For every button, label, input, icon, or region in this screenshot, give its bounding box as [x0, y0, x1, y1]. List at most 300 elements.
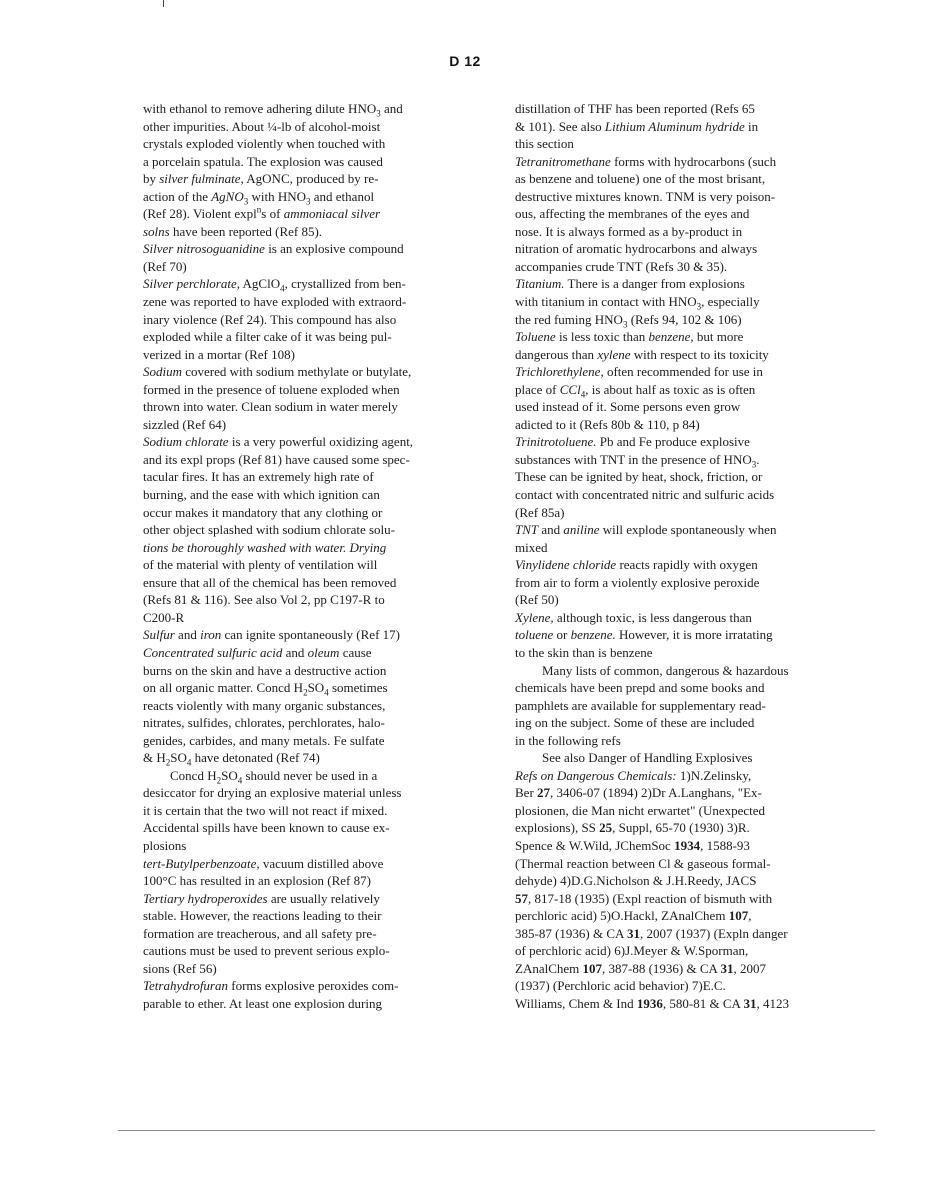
text-segment: These can be ignited by heat, shock, friction, or — [515, 469, 763, 485]
text-line — [143, 907, 483, 925]
text-segment: 3 — [751, 459, 757, 470]
text-segment: Tetranitromethane — [515, 153, 611, 169]
text-segment: forms explosive peroxides com- — [228, 978, 399, 994]
text-segment: nitrates, sulfides, chlorates, perchlorates, halo- — [143, 715, 385, 731]
text-line — [515, 574, 865, 592]
text-segment: is an explosive compound — [264, 241, 404, 257]
text-line — [515, 942, 865, 960]
text-segment: a porcelain spatula. The explosion was caused — [143, 153, 383, 169]
text-segment: xylene — [597, 346, 631, 362]
text-segment: 2 — [303, 687, 308, 698]
text-segment: , especially — [701, 294, 760, 310]
text-segment: 100°C has resulted in an explosion (Ref 87) — [143, 873, 371, 889]
margin-tick-mark — [163, 0, 164, 7]
text-line — [515, 556, 865, 574]
text-line — [143, 960, 483, 978]
text-line — [143, 977, 483, 995]
text-line — [515, 749, 865, 767]
text-segment: 2 — [165, 757, 171, 768]
text-line — [515, 118, 865, 136]
text-line — [515, 381, 865, 399]
text-segment: Spence & W.Wild, JChemSoc — [515, 837, 675, 853]
text-segment: 4 — [324, 687, 329, 698]
text-line — [515, 697, 865, 715]
text-segment: , 817-18 (1935) (Expl reaction of bismuth with — [528, 890, 773, 906]
text-segment: ammoniacal silver — [283, 206, 381, 222]
text-segment: adicted to it (Refs 80b & 110, p 84) — [515, 416, 700, 432]
text-segment: can ignite spontaneously (Ref 17) — [221, 627, 400, 643]
text-segment: SO — [307, 680, 325, 696]
text-line — [515, 398, 865, 416]
text-segment: cause — [339, 644, 372, 660]
text-segment: 27 — [537, 785, 551, 801]
text-line — [515, 153, 865, 171]
text-segment: and its expl props (Ref 81) have caused some spec- — [143, 451, 410, 467]
text-line — [515, 626, 865, 644]
text-segment: this section — [515, 136, 574, 152]
text-line — [143, 363, 483, 381]
text-segment: 3 — [243, 196, 249, 207]
text-segment: and — [174, 627, 201, 643]
text-segment: 1934 — [674, 837, 701, 853]
text-segment: 3 — [306, 196, 311, 207]
text-line — [143, 118, 483, 136]
text-segment: 385-87 (1936) & CA — [515, 925, 627, 941]
text-segment: Concentrated sulfuric acid — [143, 644, 283, 660]
text-segment: Concd H — [170, 767, 217, 783]
text-line — [515, 872, 865, 890]
text-segment: in the following refs — [515, 732, 621, 748]
text-segment: 1)N.Zelinsky, — [676, 767, 752, 783]
text-segment: , Suppl, 65-70 (1930) 3)R. — [612, 820, 750, 836]
text-line — [143, 275, 483, 293]
text-line — [515, 662, 865, 680]
text-line — [515, 855, 865, 873]
text-segment: to the skin than is benzene — [515, 644, 653, 660]
text-segment: inary violence (Ref 24). This compound has also — [143, 311, 397, 327]
text-segment: destructive mixtures known. TNM is very poison- — [515, 188, 776, 204]
text-segment: However, it is more irratating — [615, 627, 773, 643]
text-line — [143, 556, 483, 574]
text-line — [515, 170, 865, 188]
text-line — [143, 100, 483, 118]
text-segment: formation are treacherous, and all safety pre- — [143, 925, 377, 941]
text-segment: , 2007 (1937) (Expln danger — [639, 925, 788, 941]
text-segment: (Refs 94, 102 & 106) — [627, 311, 742, 327]
text-segment: but more — [693, 329, 744, 345]
text-line — [143, 995, 483, 1013]
text-line — [515, 416, 865, 434]
text-segment: with titanium in contact with HNO — [515, 294, 697, 310]
text-line — [143, 433, 483, 451]
text-segment: AgNO — [211, 188, 244, 204]
text-segment: chemicals have been prepd and some books and — [515, 680, 765, 696]
text-segment: forms with hydrocarbons (such — [610, 153, 777, 169]
text-line — [143, 258, 483, 276]
text-line — [143, 205, 483, 223]
text-segment: distillation of THF has been reported (Refs 65 — [515, 101, 755, 116]
text-line — [515, 328, 865, 346]
text-segment: verized in a mortar (Ref 108) — [143, 346, 295, 362]
text-line — [515, 977, 865, 995]
text-segment: Accidental spills have been known to cause ex- — [143, 820, 390, 836]
text-line — [515, 451, 865, 469]
text-line — [143, 890, 483, 908]
text-segment: , 3406-07 (1894) 2)Dr A.Langhans, "Ex- — [550, 785, 762, 801]
text-segment: 3 — [376, 108, 381, 119]
text-segment: 4 — [237, 775, 243, 786]
text-segment: Lithium Aluminum hydride — [604, 118, 745, 134]
text-line — [515, 100, 865, 118]
text-segment: solns — [143, 223, 170, 239]
text-segment: (Ref 70) — [143, 258, 187, 274]
text-segment: action of the — [143, 188, 212, 204]
text-segment: substances with TNT in the presence of HNO — [515, 451, 752, 467]
text-segment: Sodium chlorate — [143, 434, 229, 450]
text-line — [515, 188, 865, 206]
text-segment: burning, and the ease with which ignition can — [143, 487, 380, 503]
text-segment: 107 — [582, 960, 603, 976]
text-line — [515, 486, 865, 504]
text-segment: benzene. — [570, 627, 616, 643]
text-line — [143, 784, 483, 802]
text-line — [143, 416, 483, 434]
text-segment: dehyde) 4)D.G.Nicholson & J.H.Reedy, JACS — [515, 873, 757, 889]
text-line — [143, 135, 483, 153]
text-line — [515, 363, 865, 381]
text-segment: reacts violently with many organic substances, — [143, 697, 386, 713]
text-segment: 1936 — [636, 995, 663, 1011]
text-segment: , AgClO — [236, 276, 281, 292]
text-segment: and — [282, 644, 308, 660]
text-line — [143, 872, 483, 890]
text-segment: Trinitrotoluene. — [515, 434, 597, 450]
text-segment: s of — [261, 206, 284, 222]
text-segment: (Ref 28). Violent expl — [143, 206, 257, 222]
text-line — [143, 591, 483, 609]
text-line — [515, 468, 865, 486]
text-segment: (Ref 85a) — [515, 504, 565, 520]
text-segment: Sulfur — [143, 627, 175, 643]
text-line — [515, 802, 865, 820]
text-segment: it is certain that the two will not react if mixed. — [143, 802, 388, 818]
text-line — [515, 205, 865, 223]
left-text-column — [143, 100, 483, 1012]
text-segment: Sodium — [143, 364, 182, 380]
text-segment: Vinylidene chloride — [515, 557, 617, 573]
text-segment: contact with concentrated nitric and sulfuric acids — [515, 487, 775, 503]
text-segment: (1937) (Perchloric acid behavior) 7)E.C. — [515, 978, 726, 994]
text-segment: , 2007 — [733, 960, 766, 976]
text-segment: C200-R — [143, 609, 185, 625]
text-line — [143, 381, 483, 399]
text-segment: sometimes — [328, 680, 388, 696]
text-line — [515, 346, 865, 364]
text-line — [143, 311, 483, 329]
text-segment: silver fulminate — [159, 171, 241, 187]
text-line — [515, 609, 865, 627]
text-line — [515, 837, 865, 855]
text-segment: burns on the skin and have a destructive action — [143, 662, 387, 678]
text-line — [143, 521, 483, 539]
text-segment: 25 — [599, 820, 613, 836]
text-line — [143, 170, 483, 188]
text-segment: 31 — [743, 995, 757, 1011]
text-segment: Silver perchlorate — [143, 276, 237, 292]
text-segment: vacuum distilled above — [259, 855, 384, 871]
text-segment: 31 — [626, 925, 640, 941]
text-line — [515, 135, 865, 153]
text-segment: Williams, Chem & Ind — [515, 995, 637, 1011]
text-segment: Toluene — [515, 329, 556, 345]
text-segment: , 580-81 & CA — [662, 995, 744, 1011]
text-segment: Tertiary hydroperoxides — [143, 890, 268, 906]
text-line — [515, 732, 865, 750]
text-segment: by — [143, 171, 160, 187]
text-segment: , is about half as toxic as is often — [585, 381, 756, 397]
text-segment: pamphlets are available for supplementary read- — [515, 697, 766, 713]
text-segment: on all organic matter. Concd H — [143, 680, 304, 696]
text-line — [515, 960, 865, 978]
text-segment: with ethanol to remove adhering dilute HNO — [143, 101, 377, 116]
text-segment: SO — [170, 750, 187, 766]
text-line — [143, 223, 483, 241]
text-line — [515, 644, 865, 662]
text-segment: stable. However, the reactions leading to their — [143, 908, 382, 924]
text-segment: plosionen, die Man nicht erwartet" (Unexpected — [515, 802, 766, 818]
text-segment: is less toxic than — [555, 329, 649, 345]
text-line — [143, 819, 483, 837]
text-line — [515, 995, 865, 1013]
text-segment: other object splashed with sodium chlorate solu- — [143, 522, 396, 538]
text-segment: as benzene and toluene) one of the most brisant, — [515, 171, 766, 187]
text-line — [143, 328, 483, 346]
text-segment: often recommended for use in — [603, 364, 763, 380]
text-segment: 3 — [696, 301, 702, 312]
text-line — [515, 679, 865, 697]
text-segment: desiccator for drying an explosive material unless — [143, 785, 402, 801]
text-line — [515, 890, 865, 908]
text-segment: formed in the presence of toluene exploded when — [143, 381, 400, 397]
text-segment: 3 — [622, 319, 628, 330]
text-line — [515, 240, 865, 258]
text-line — [143, 153, 483, 171]
text-segment: , 387-88 (1936) & CA — [602, 960, 721, 976]
text-segment: zene was reported to have exploded with extraord- — [143, 294, 407, 310]
text-segment: sions (Ref 56) — [143, 960, 217, 976]
text-segment: have detonated (Ref 74) — [191, 750, 320, 766]
text-line — [143, 662, 483, 680]
text-segment: 4 — [186, 757, 192, 768]
text-line — [143, 293, 483, 311]
text-segment: reacts rapidly with oxygen — [616, 557, 758, 573]
text-segment: benzene, — [648, 329, 694, 345]
text-line — [143, 837, 483, 855]
text-segment: of the material with plenty of ventilation will — [143, 557, 378, 573]
text-segment: aniline — [563, 522, 600, 538]
text-line — [515, 521, 865, 539]
text-segment: (Refs 81 & 116). See also Vol 2, pp C197-R to — [143, 592, 385, 608]
text-line — [143, 749, 483, 767]
text-segment: tert-Butylperbenzoate, — [143, 855, 260, 871]
text-segment: ZAnalChem — [515, 960, 583, 976]
text-segment: and — [538, 522, 564, 538]
footer-rule — [118, 1130, 875, 1131]
text-line — [515, 925, 865, 943]
page-number: D 12 — [449, 53, 481, 69]
text-segment: iron — [200, 627, 222, 643]
text-segment: n — [256, 204, 262, 215]
text-line — [143, 188, 483, 206]
text-segment: ing on the subject. Some of these are included — [515, 715, 755, 731]
text-segment: tacular fires. It has an extremely high rate of — [143, 469, 374, 485]
text-line — [143, 468, 483, 486]
text-segment: accompanies crude TNT (Refs 30 & 35). — [515, 258, 728, 274]
text-line — [143, 504, 483, 522]
text-segment: should never be used in a — [242, 767, 378, 783]
text-line — [143, 240, 483, 258]
text-segment: TNT — [515, 522, 539, 538]
text-segment: covered with sodium methylate or butylate, — [182, 364, 412, 380]
text-line — [143, 802, 483, 820]
text-line — [515, 784, 865, 802]
text-line — [143, 398, 483, 416]
text-line — [515, 223, 865, 241]
text-segment: although toxic, is less dangerous than — [553, 609, 752, 625]
text-line — [143, 644, 483, 662]
text-line — [515, 433, 865, 451]
text-segment: 57 — [515, 890, 528, 906]
text-line — [515, 539, 865, 557]
text-line — [143, 609, 483, 627]
text-segment: perchloric acid) 5)O.Hackl, ZAnalChem — [515, 908, 729, 924]
text-segment: occur makes it mandatory that any clothing or — [143, 504, 383, 520]
text-segment: and — [380, 101, 403, 116]
text-segment: & 101). See also — [515, 118, 605, 134]
text-line — [143, 767, 483, 785]
text-segment: , 1588-93 — [700, 837, 750, 853]
text-segment: parable to ether. At least one explosion during — [143, 995, 382, 1011]
text-line — [143, 855, 483, 873]
text-segment: is a very powerful oxidizing agent, — [228, 434, 414, 450]
text-segment: used instead of it. Some persons even grow — [515, 399, 741, 415]
text-segment: , crystallized from ben- — [284, 276, 406, 292]
text-segment: place of — [515, 381, 560, 397]
text-line — [143, 732, 483, 750]
text-segment: ous, affecting the membranes of the eyes and — [515, 206, 750, 222]
text-segment: SO — [221, 767, 238, 783]
text-line — [515, 293, 865, 311]
text-line — [515, 767, 865, 785]
text-line — [515, 311, 865, 329]
text-segment: Pb and Fe produce explosive — [596, 434, 750, 450]
text-segment: of perchloric acid) 6)J.Meyer & W.Sporman, — [515, 943, 749, 959]
text-line — [143, 539, 483, 557]
text-segment: with respect to its toxicity — [630, 346, 769, 362]
text-segment: nitration of aromatic hydrocarbons and always — [515, 241, 758, 257]
text-segment: 107 — [728, 908, 749, 924]
text-segment: are usually relatively — [267, 890, 380, 906]
text-line — [515, 258, 865, 276]
text-line — [143, 942, 483, 960]
text-segment: See also Danger of Handling Explosives — [542, 750, 753, 766]
text-line — [515, 819, 865, 837]
text-segment: 4 — [580, 389, 586, 400]
text-segment: thrown into water. Clean sodium in water merely — [143, 399, 398, 415]
text-segment: dangerous than — [515, 346, 598, 362]
text-segment: cautions must be used to prevent serious explo- — [143, 943, 390, 959]
text-line — [143, 925, 483, 943]
text-segment: and ethanol — [310, 188, 375, 204]
text-segment: mixed — [515, 539, 548, 555]
text-line — [515, 907, 865, 925]
text-segment: Many lists of common, dangerous & hazardous — [542, 662, 789, 678]
text-segment: , — [748, 908, 752, 924]
text-segment: other impurities. About ¼-lb of alcohol-moist — [143, 118, 381, 134]
text-segment: crystals exploded violently when touched with — [143, 136, 386, 152]
text-segment: ensure that all of the chemical has been removed — [143, 574, 397, 590]
text-segment: Ber — [515, 785, 538, 801]
text-segment: Titanium. — [515, 276, 565, 292]
text-segment: & H — [143, 750, 166, 766]
text-segment: Refs on Dangerous Chemicals: — [515, 767, 677, 783]
text-segment: sizzled (Ref 64) — [143, 416, 227, 432]
text-segment: Silver nitrosoguanidine — [143, 241, 265, 257]
text-segment: Tetrahydrofuran — [143, 978, 228, 994]
text-segment: (Ref 50) — [515, 592, 559, 608]
text-segment: 4 — [280, 284, 285, 295]
text-segment: the red fuming HNO — [515, 311, 623, 327]
text-segment: have been reported (Ref 85). — [169, 223, 323, 239]
text-line — [143, 574, 483, 592]
text-segment: in — [744, 118, 759, 134]
text-segment: There is a danger from explosions — [564, 276, 745, 292]
text-line — [515, 591, 865, 609]
text-segment: exploded while a filter cake of it was being pul- — [143, 329, 392, 345]
text-segment: genides, carbides, and many metals. Fe sulfate — [143, 732, 385, 748]
text-segment: tions be thoroughly washed with water. Drying — [143, 539, 387, 555]
text-line — [143, 486, 483, 504]
text-line — [143, 451, 483, 469]
text-segment: Trichlorethylene, — [515, 364, 604, 380]
text-segment: , AgONC, produced by re- — [240, 171, 379, 187]
text-segment: 2 — [216, 775, 222, 786]
text-segment: (Thermal reaction between Cl & gaseous formal- — [515, 855, 771, 871]
text-segment: Xylene, — [515, 609, 554, 625]
text-segment: or — [553, 627, 571, 643]
text-line — [515, 504, 865, 522]
text-segment: CCl — [559, 381, 581, 397]
text-line — [143, 714, 483, 732]
text-line — [143, 626, 483, 644]
text-segment: will explode spontaneously when — [599, 522, 777, 538]
text-line — [515, 275, 865, 293]
text-segment: from air to form a violently explosive peroxide — [515, 574, 760, 590]
text-segment: . — [756, 451, 760, 467]
text-segment: , 4123 — [756, 995, 789, 1011]
text-line — [143, 679, 483, 697]
text-segment: toluene — [515, 627, 554, 643]
text-segment: plosions — [143, 837, 187, 853]
text-segment: 31 — [720, 960, 734, 976]
text-line — [143, 346, 483, 364]
text-line — [143, 697, 483, 715]
text-segment: with HNO — [248, 188, 307, 204]
text-segment: oleum — [307, 644, 340, 660]
text-segment: explosions), SS — [515, 820, 600, 836]
text-line — [515, 714, 865, 732]
right-text-column — [515, 100, 865, 1012]
